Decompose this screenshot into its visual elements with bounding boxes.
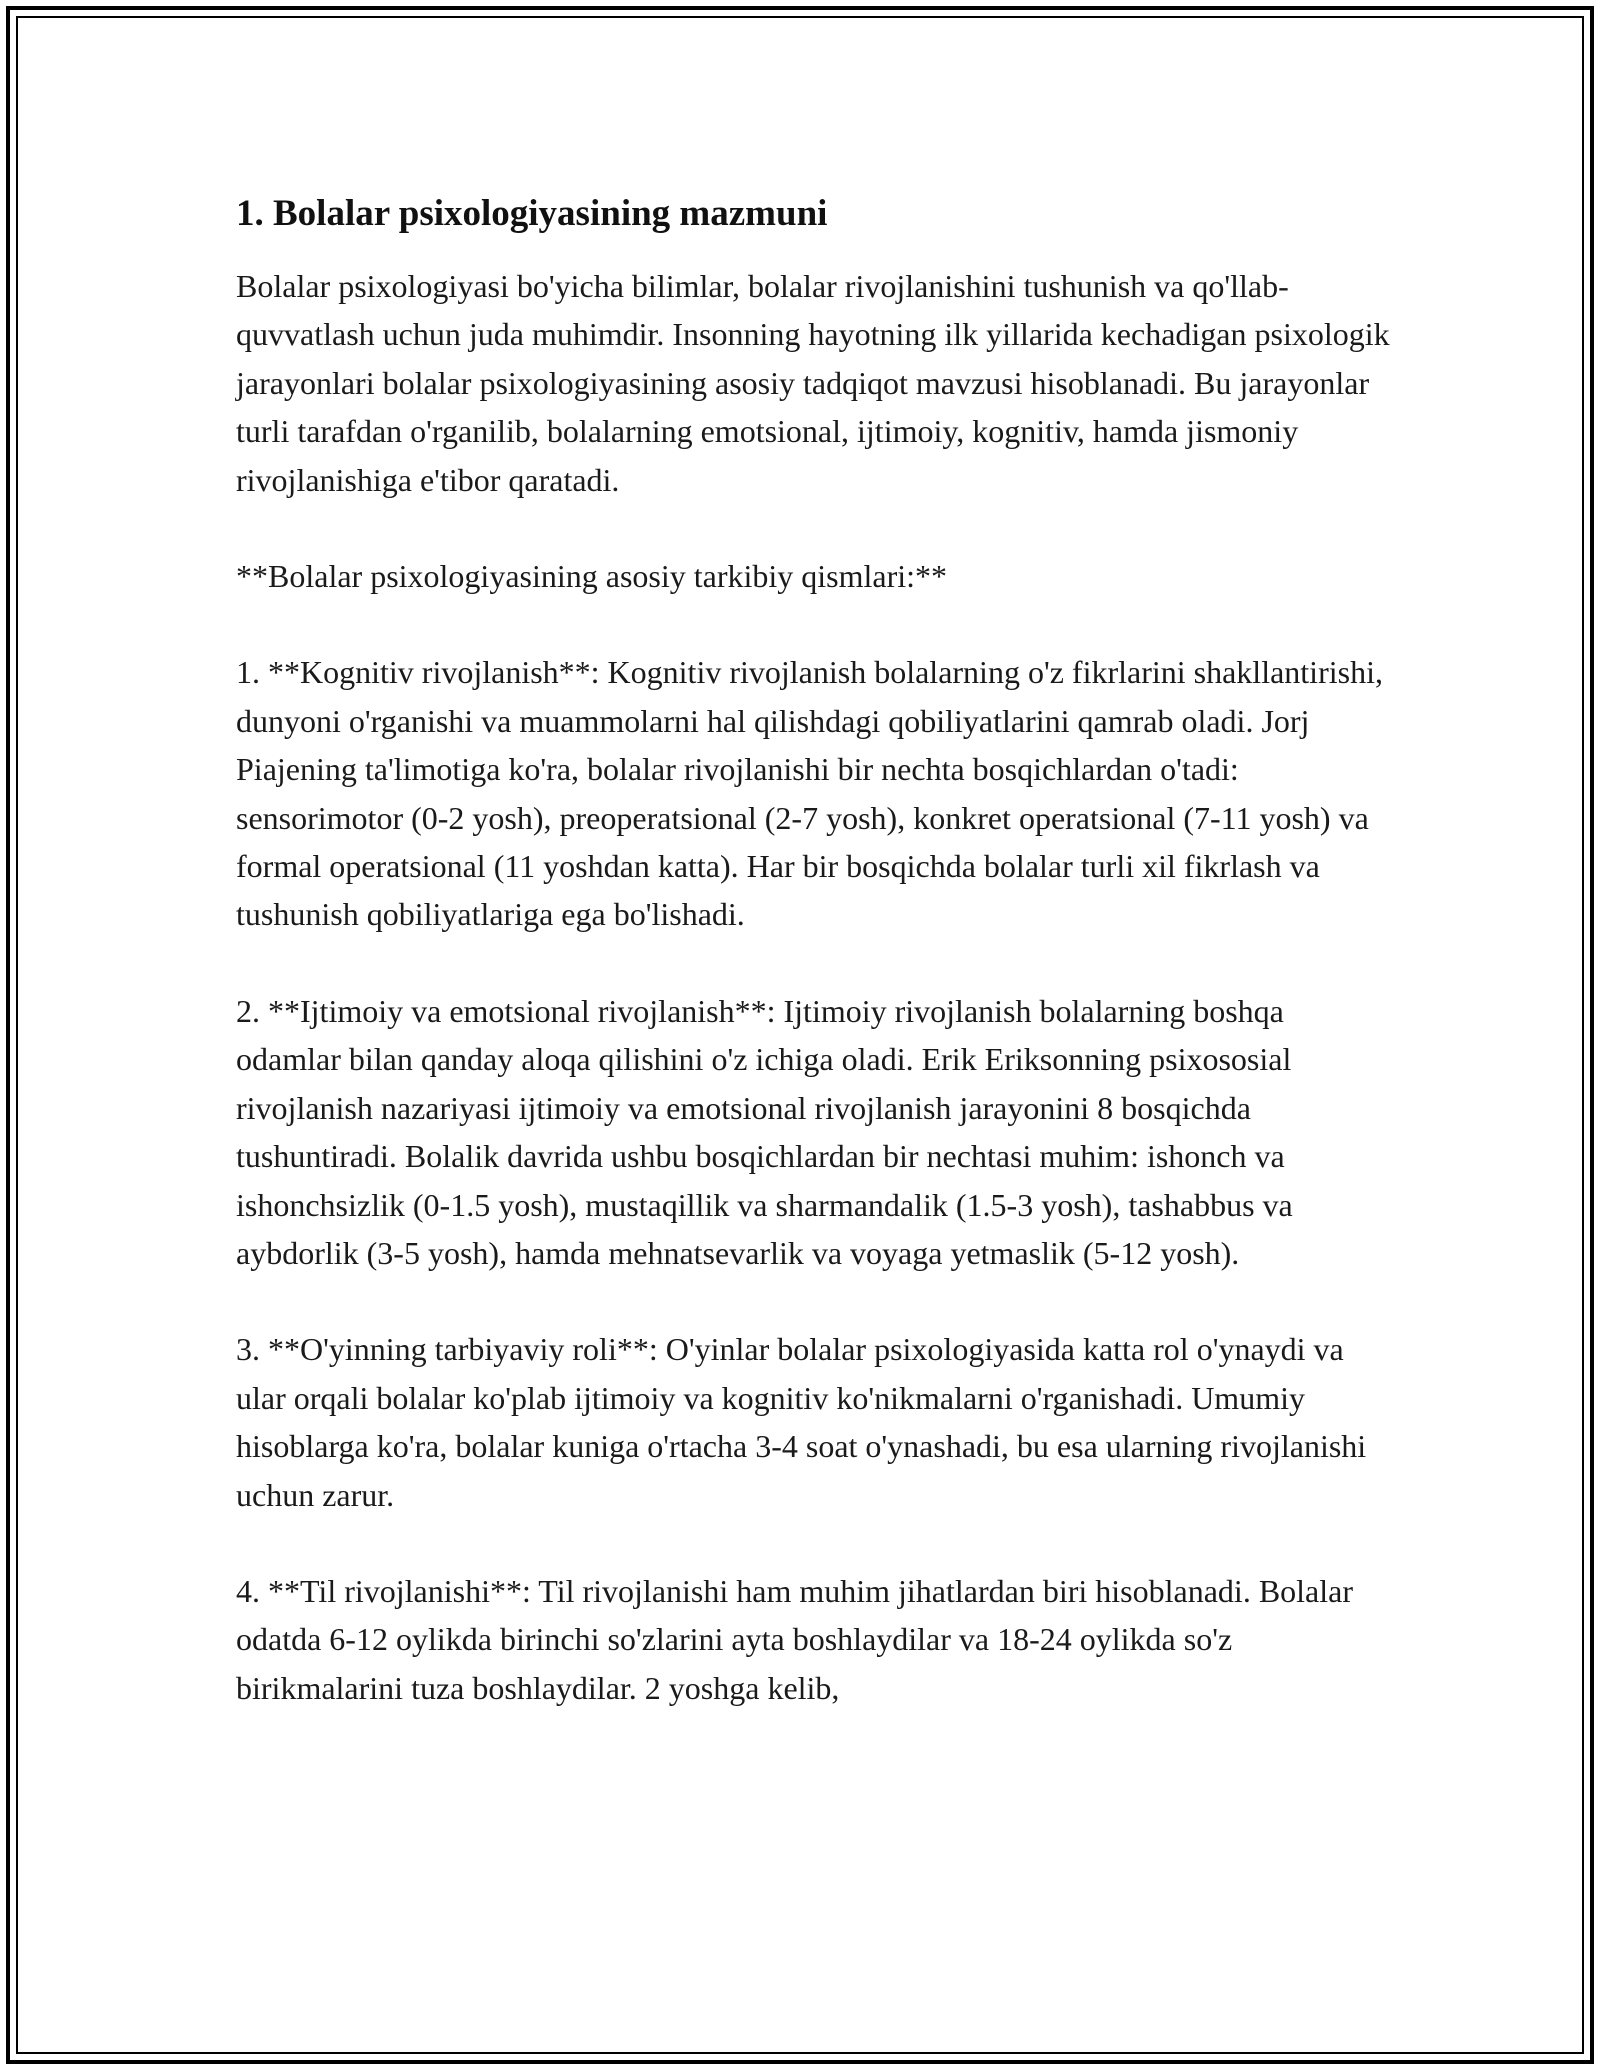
- play-role-paragraph: 3. **O'yinning tarbiyaviy roli**: O'yinlar bolalar psixologiyasida katta rol o'ynaydi va ular orqali bolalar ko'plab ijtimoiy va kognitiv ko'nikmalarni o'rganishadi. Umumiy hisoblarga ko'ra, bolalar kuniga o'rtacha 3-4 soat o'ynashadi, bu esa ularning rivojlanishi uchun zarur.: [236, 1331, 1367, 1513]
- components-subheading: **Bolalar psixologiyasining asosiy tarkibiy qismlari:**: [236, 558, 948, 595]
- language-development-paragraph: 4. **Til rivojlanishi**: Til rivojlanishi ham muhim jihatlardan biri hisoblanadi. Bolalar odatda 6-12 oylikda birinchi so'zlarini ayta boshlaydilar va 18-24 oylikda so'z birikmalarini tuza boshlaydilar. 2 yoshga kelib,: [236, 1572, 1353, 1706]
- cognitive-development-paragraph: 1. **Kognitiv rivojlanish**: Kognitiv rivojlanish bolalarning o'z fikrlarini shakllantirishi, dunyoni o'rganishi va muammolarni hal qilishdagi qobiliyatlarini qamrab oladi. Jorj Piajening ta'limotiga ko'ra, bolalar rivojlanishi bir nechta bosqichlardan o'tadi: sensorimotor (0-2 yosh), preoperatsional (2-7 yosh), konkret operatsional (7-11 yosh) va formal operatsional (11 yoshdan katta). Har bir bosqichda bolalar turli xil fikrlash va tushunish qobiliyatlariga ega bo'lishadi.: [236, 654, 1383, 933]
- document-body: [236, 188, 1396, 1760]
- social-emotional-development-paragraph: 2. **Ijtimoiy va emotsional rivojlanish**: Ijtimoiy rivojlanish bolalarning boshqa odamlar bilan qanday aloqa qilishini o'z ichiga oladi. Erik Eriksonning psixososial rivojlanish nazariyasi ijtimoiy va emotsional rivojlanish jarayonini 8 bosqichda tushuntiradi. Bolalik davrida ushbu bosqichlardan bir nechtasi muhim: ishonch va ishonchsizlik (0-1.5 yosh), mustaqillik va sharmandalik (1.5-3 yosh), tashabbus va aybdorlik (3-5 yosh), hamda mehnatsevarlik va voyaga yetmaslik (5-12 yosh).: [236, 992, 1293, 1271]
- intro-paragraph: Bolalar psixologiyasi bo'yicha bilimlar, bolalar rivojlanishini tushunish va qo'llab-quvvatlash uchun juda muhimdir. Insonning hayotning ilk yillarida kechadigan psixologik jarayonlari bolalar psixologiyasining asosiy tadqiqot mavzusi hisoblanadi. Bu jarayonlar turli tarafdan o'rganilib, bolalarning emotsional, ijtimoiy, kognitiv, hamda jismoniy rivojlanishiga e'tibor qaratadi.: [236, 268, 1390, 498]
- section-heading: 1. Bolalar psixologiyasining mazmuni: [236, 193, 828, 234]
